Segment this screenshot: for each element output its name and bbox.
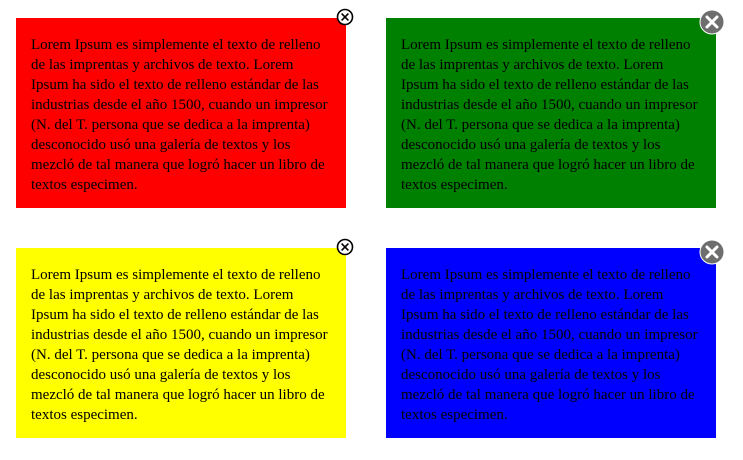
close-circle-filled-icon[interactable] <box>699 9 725 35</box>
box-text: Lorem Ipsum es simplemente el texto de relleno de las imprentas y archivos de texto. Lorem Ipsum ha sido el texto de relleno estándar de las industrias desde el año 1500, cuando un impresor (N. del T. persona que se dedica a la imprenta) desconocido usó una galería de textos y los mezcló de tal manera que logró hacer un libro de textos especimen. <box>31 267 328 423</box>
box-text: Lorem Ipsum es simplemente el texto de relleno de las imprentas y archivos de texto. Lorem Ipsum ha sido el texto de relleno estándar de las industrias desde el año 1500, cuando un impresor (N. del T. persona que se dedica a la imprenta) desconocido usó una galería de textos y los mezcló de tal manera que logró hacer un libro de textos especimen. <box>401 267 698 423</box>
close-circle-filled-icon[interactable] <box>699 239 725 265</box>
content-box-yellow <box>16 248 346 438</box>
box-text: Lorem Ipsum es simplemente el texto de relleno de las imprentas y archivos de texto. Lorem Ipsum ha sido el texto de relleno estándar de las industrias desde el año 1500, cuando un impresor (N. del T. persona que se dedica a la imprenta) desconocido usó una galería de textos y los mezcló de tal manera que logró hacer un libro de textos especimen. <box>401 37 698 193</box>
close-circle-outline-icon[interactable] <box>336 8 354 26</box>
content-box-red <box>16 18 346 208</box>
content-box-blue <box>386 248 716 438</box>
close-circle-outline-icon[interactable] <box>336 238 354 256</box>
box-text: Lorem Ipsum es simplemente el texto de relleno de las imprentas y archivos de texto. Lorem Ipsum ha sido el texto de relleno estándar de las industrias desde el año 1500, cuando un impresor (N. del T. persona que se dedica a la imprenta) desconocido usó una galería de textos y los mezcló de tal manera que logró hacer un libro de textos especimen. <box>31 37 328 193</box>
content-box-green <box>386 18 716 208</box>
